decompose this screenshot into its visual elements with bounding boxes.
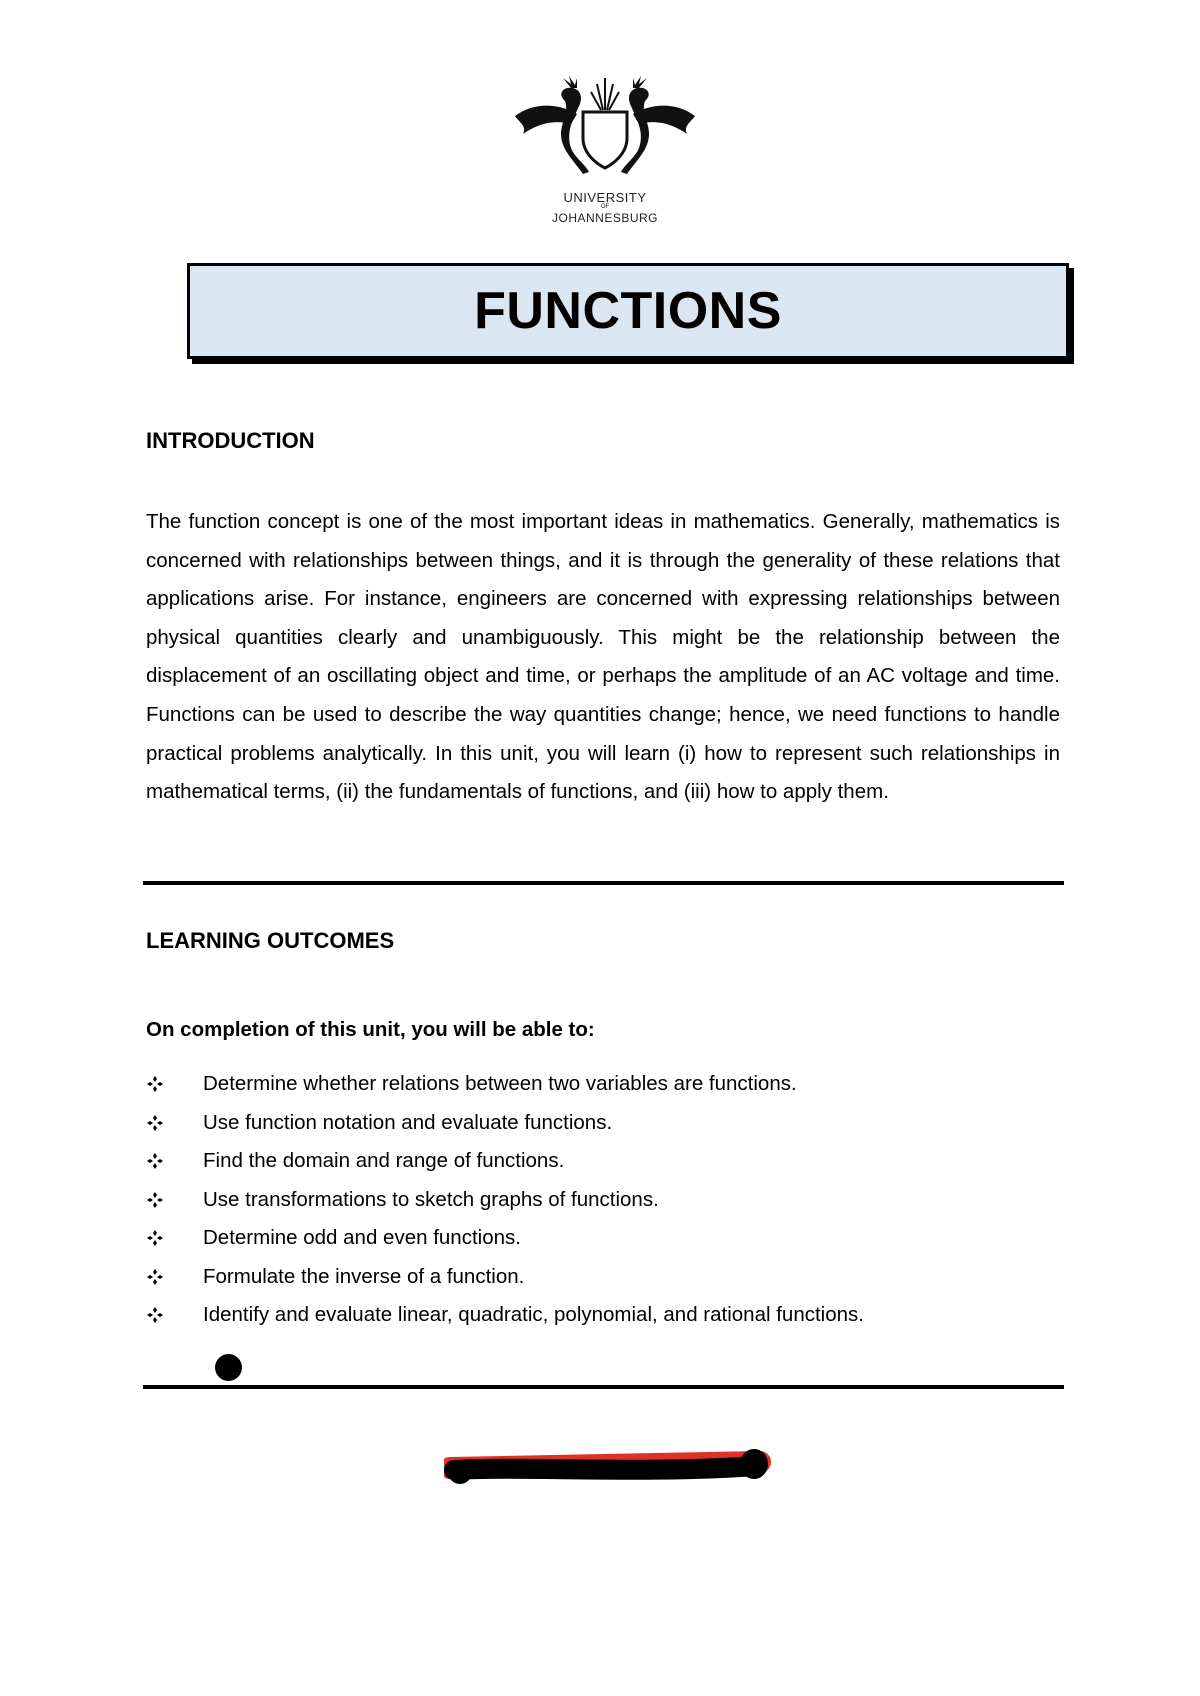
learning-outcomes-heading: LEARNING OUTCOMES <box>146 928 395 953</box>
four-diamond-bullet-icon <box>146 1263 203 1291</box>
four-diamond-bullet-icon <box>146 1109 203 1137</box>
introduction-paragraph: The function concept is one of the most important ideas in mathematics. Generally, mathematics is concerned with relationships between things, and it is through the generality of these relations that applications arise. For instance, engineers are concerned with expressing relationships between physical quantities clearly and unambiguously. This might be the relationship between the displacement of an oscillating object and time, or perhaps the amplitude of an AC voltage and time. Functions can be used to describe the way quantities change; hence, we need functions to handle practical problems analytically. In this unit, you will learn (i) how to represent such relationships in mathematical terms, (ii) the fundamentals of functions, and (iii) how to apply them. <box>146 510 1060 804</box>
four-diamond-bullet-icon <box>146 1070 203 1098</box>
learning-outcomes-list <box>146 1070 1066 1340</box>
crest-icon <box>505 76 705 186</box>
logo-johannesburg-text: JOHANNESBURG <box>551 211 658 225</box>
list-item-text: Find the domain and range of functions. <box>203 1149 565 1172</box>
university-logo <box>505 76 705 236</box>
list-item <box>146 1186 1066 1225</box>
list-item <box>146 1301 1066 1340</box>
list-item <box>146 1147 1066 1186</box>
list-item <box>146 1070 1066 1109</box>
list-item-text: Formulate the inverse of a function. <box>203 1264 525 1288</box>
learning-outcomes-lead: On completion of this unit, you will be able to: <box>146 1018 595 1041</box>
section-divider <box>143 881 1064 885</box>
four-diamond-bullet-icon <box>146 1147 203 1175</box>
list-item <box>146 1224 1066 1263</box>
four-diamond-bullet-icon <box>146 1224 203 1252</box>
list-item-text: Determine whether relations between two variables are functions. <box>203 1072 797 1095</box>
list-item-text: Determine odd and even functions. <box>203 1226 521 1249</box>
list-item-text: Identify and evaluate linear, quadratic, polynomial, and rational functions. <box>203 1303 864 1326</box>
page-title: FUNCTIONS <box>474 282 782 340</box>
list-item-text: Use function notation and evaluate functions. <box>203 1110 613 1134</box>
section-divider <box>143 1385 1064 1389</box>
list-item-text: Use transformations to sketch graphs of functions. <box>203 1187 659 1211</box>
redaction-scribble <box>444 1444 772 1484</box>
list-item <box>146 1263 1066 1302</box>
introduction-heading: INTRODUCTION <box>146 428 315 453</box>
four-diamond-bullet-icon <box>146 1301 203 1329</box>
four-diamond-bullet-icon <box>146 1186 203 1214</box>
list-item <box>146 1109 1066 1148</box>
logo-of-text: OF <box>600 204 610 210</box>
logo-university-text: UNIVERSITY <box>563 190 647 205</box>
black-dot-mark <box>215 1354 242 1381</box>
title-box <box>187 263 1069 359</box>
